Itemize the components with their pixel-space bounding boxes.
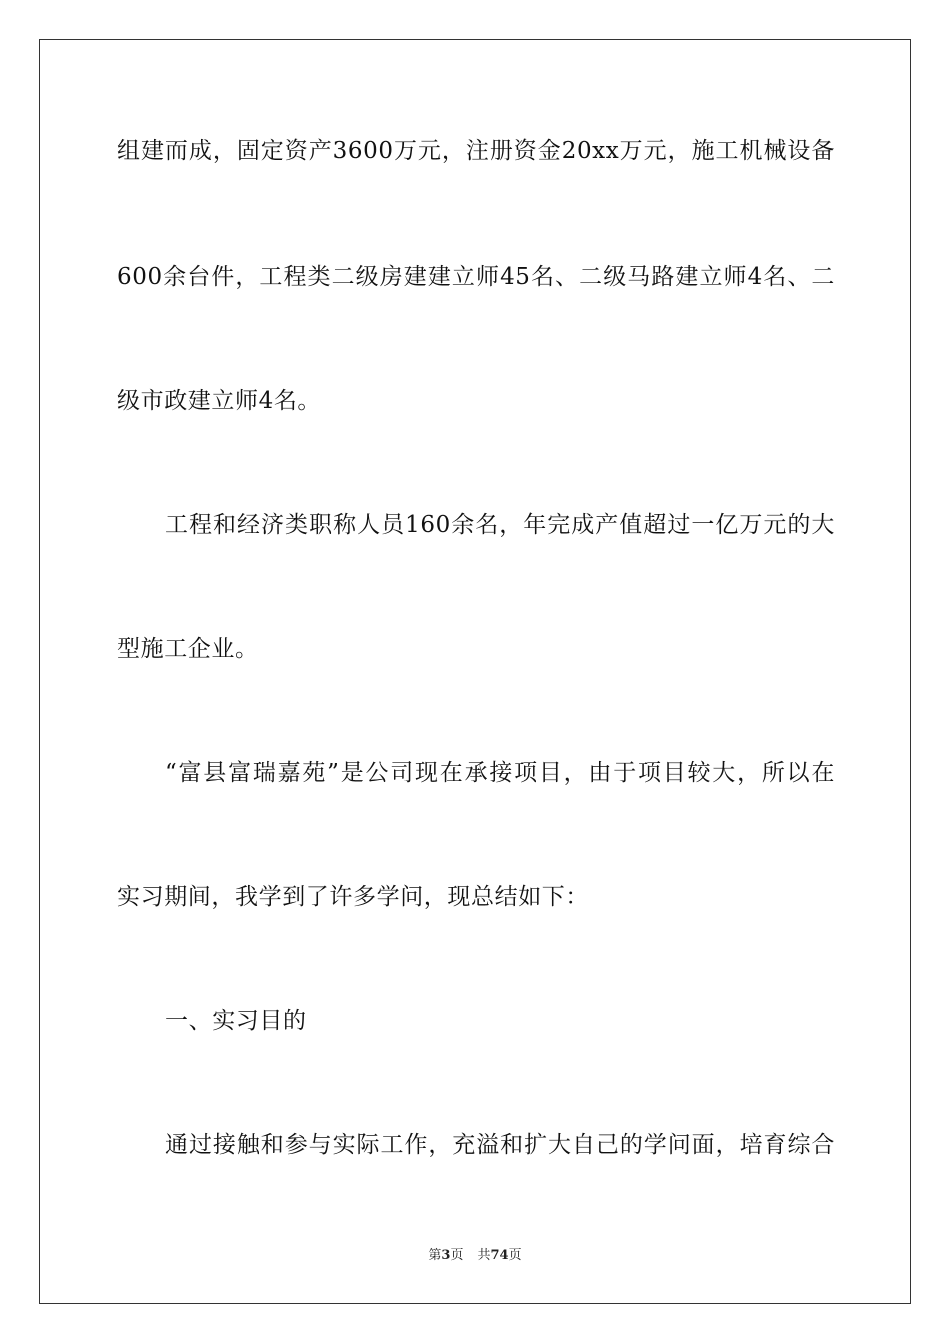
body-text-line-6: “富县富瑞嘉苑”是公司现在承接项目，由于项目较大，所以在 [165,760,835,786]
body-text-line-5: 型施工企业。 [117,636,259,662]
body-text-line-3: 级市政建立师4名。 [117,388,322,414]
body-text-line-7: 实习期间，我学到了许多学问，现总结如下： [117,884,589,910]
page-border [39,39,911,1304]
body-text-line-1: 组建而成，固定资产3600万元，注册资金20xx万元，施工机械设备 [117,138,835,164]
footer-total-suffix: 页 [508,1248,522,1263]
section-heading: 一、实习目的 [165,1008,307,1034]
footer-page-prefix: 第 [428,1248,442,1263]
body-text-line-4: 工程和经济类职称人员160余名，年完成产值超过一亿万元的大 [165,512,835,538]
footer-page-suffix: 页 [450,1248,464,1263]
body-text-line-2: 600余台件，工程类二级房建建立师45名、二级马路建立师4名、二 [117,264,835,290]
footer-page-number: 3 [441,1248,451,1263]
footer-total-pages: 74 [490,1248,509,1263]
footer-total-prefix: 共 [477,1248,491,1263]
page-footer [0,1247,950,1265]
body-text-line-9: 通过接触和参与实际工作，充溢和扩大自己的学问面，培育综合 [165,1132,835,1158]
